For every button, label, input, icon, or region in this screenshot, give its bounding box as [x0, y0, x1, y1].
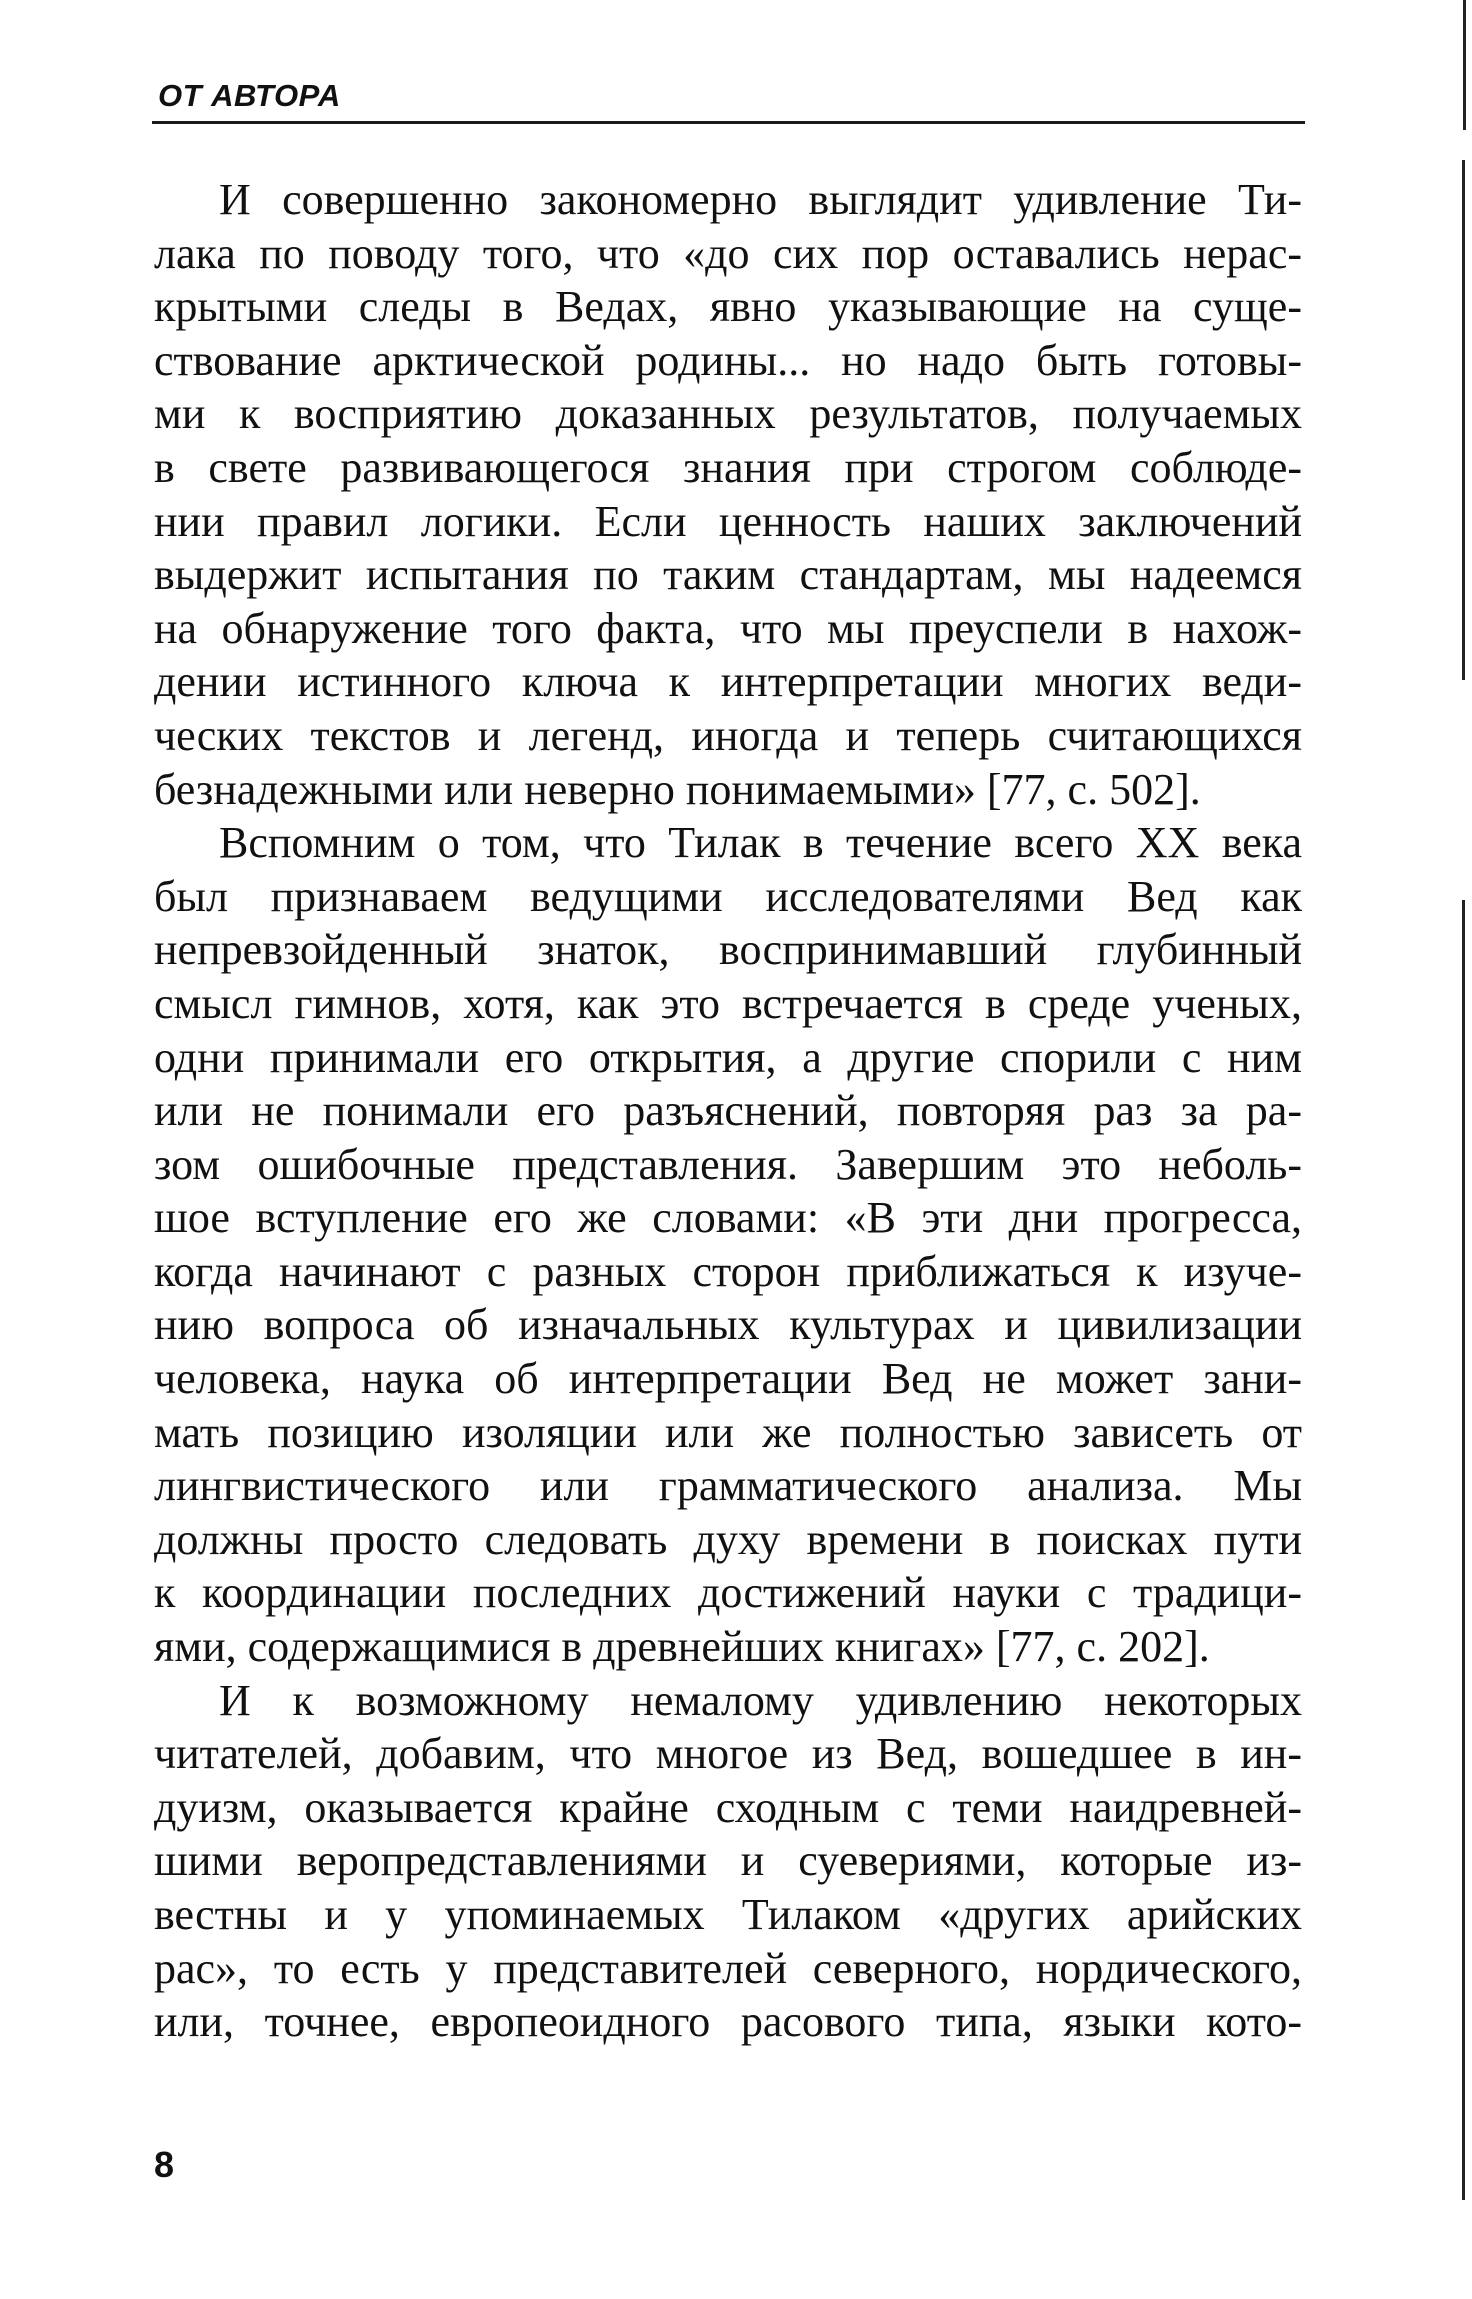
text-line: в свете развивающегося знания при строгом соблюде- [154, 442, 1302, 492]
body-text [154, 173, 1302, 2049]
text-line: смысл гимнов, хотя, как это встречается в среде ученых, [154, 978, 1302, 1028]
text-line: зом ошибочные представления. Завершим это неболь- [154, 1139, 1302, 1189]
text-line: непревзойденный знаток, воспринимавший глубинный [154, 925, 1302, 975]
text-line: ствование арктической родины... но надо быть готовы- [154, 335, 1302, 385]
text-line: нии правил логики. Если ценность наших заключений [154, 496, 1302, 546]
text-line: рас», то есть у представителей северного, нордического, [154, 1943, 1302, 1993]
header-rule [152, 121, 1305, 124]
text-line: на обнаружение того факта, что мы преуспели в нахож- [154, 603, 1302, 653]
text-line: или не понимали его разъяснений, повторяя раз за ра- [154, 1086, 1302, 1136]
text-line: ми к восприятию доказанных результатов, получаемых [154, 389, 1302, 439]
text-line: ями, содержащимися в древнейших книгах» [77, с. 202]. [154, 1622, 1210, 1672]
page-number: 8 [154, 2144, 175, 2185]
text-line: шими веропредставлениями и суевериями, которые из- [154, 1836, 1302, 1886]
paragraph-3 [154, 1674, 1302, 2049]
running-head: ОТ АВТОРА [158, 78, 341, 113]
binding-edge-lower [1462, 900, 1465, 2200]
text-line: лака по поводу того, что «до сих пор оставались нерас- [154, 228, 1302, 278]
text-line: дении истинного ключа к интерпретации многих веди- [154, 657, 1302, 707]
paragraph-1 [154, 173, 1302, 816]
text-line: выдержит испытания по таким стандартам, мы надеемся [154, 550, 1302, 600]
binding-edge-middle [1462, 160, 1465, 680]
text-line: ческих текстов и легенд, иногда и теперь считающихся [154, 710, 1302, 760]
text-line: должны просто следовать духу времени в поисках пути [154, 1514, 1302, 1564]
text-line: к координации последних достижений науки с традици- [154, 1568, 1302, 1618]
text-line: вестны и у упоминаемых Тилаком «других арийских [154, 1890, 1302, 1939]
text-line: И совершенно закономерно выглядит удивление Ти- [219, 175, 1302, 224]
text-line: был признаваем ведущими исследователями Вед как [154, 871, 1302, 921]
text-line: нию вопроса об изначальных культурах и цивилизации [154, 1300, 1302, 1350]
text-line: И к возможному немалому удивлению некоторых [219, 1675, 1302, 1725]
text-line: когда начинают с разных сторон приближаться к изуче- [154, 1246, 1302, 1296]
paragraph-2 [154, 816, 1302, 1674]
binding-edge-top [1463, 0, 1466, 130]
text-line: одни принимали его открытия, а другие спорили с ним [154, 1032, 1302, 1082]
text-line: шое вступление его же словами: «В эти дни прогресса, [154, 1193, 1302, 1243]
text-line: мать позицию изоляции или же полностью зависеть от [154, 1407, 1302, 1457]
text-line: крытыми следы в Ведах, явно указывающие на суще- [154, 282, 1302, 332]
text-line: Вспомним о том, что Тилак в течение всего XX века [219, 818, 1302, 868]
text-line: безнадежными или неверно понимаемыми» [77, с. 502]. [154, 764, 1201, 814]
text-line: дуизм, оказывается крайне сходным с теми наидревней- [154, 1782, 1302, 1832]
text-line: лингвистического или грамматического анализа. Мы [154, 1461, 1302, 1511]
text-line: или, точнее, европеоидного расового типа, языки кото- [154, 1997, 1302, 2047]
text-line: человека, наука об интерпретации Вед не может зани- [154, 1354, 1302, 1404]
text-line: читателей, добавим, что многое из Вед, вошедшее в ин- [154, 1729, 1302, 1779]
